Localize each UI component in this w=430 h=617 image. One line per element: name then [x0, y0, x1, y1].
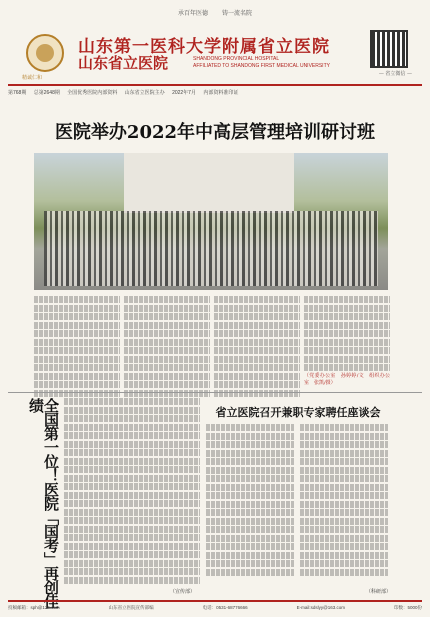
- hospital-logo-icon: [26, 34, 64, 72]
- sub-headline: 省立医院召开兼职专家聘任座谈会: [215, 406, 381, 419]
- motto-left: 承百年医德: [178, 10, 209, 17]
- masthead-title-full: 山东第一医科大学附属省立医院: [78, 37, 330, 57]
- motto-right: 铸一流名院: [221, 10, 252, 17]
- article-column-2: [124, 296, 210, 398]
- qr-caption: — 省立微信 —: [378, 71, 412, 77]
- footer-item: E-mail:sdslyy@163.com: [296, 605, 345, 610]
- photo-building: [124, 153, 294, 213]
- group-photo: [34, 153, 388, 290]
- photo-crowd: [44, 211, 378, 286]
- sub-article-column-2: [300, 424, 388, 577]
- issue-info-item: 内部资料准印证: [203, 90, 239, 96]
- article-credit: （党委办公室 孙婷婷/文 组织办公室 张凯/摄）: [304, 372, 390, 386]
- section-divider: [8, 392, 422, 393]
- title-en-line-1: SHANDONG PROVINCIAL HOSPITAL: [193, 56, 280, 62]
- lead-headline: 医院举办2022年中高层管理培训研讨班: [54, 122, 376, 143]
- page-footer: [8, 600, 422, 611]
- footer-item: 印数：5000份: [393, 605, 422, 610]
- issue-info-bar: [8, 84, 422, 96]
- logo-motto: 精诚仁和: [22, 75, 43, 81]
- masthead: [8, 20, 422, 80]
- footer-item: 山东省立医院宣传部编: [108, 605, 154, 610]
- issue-info-item: 第768期: [8, 90, 27, 96]
- side-article-column: [64, 398, 200, 585]
- footer-item: 电话：0531-68776666: [202, 605, 248, 610]
- footer-item: 投稿邮箱：sph@126.com: [8, 605, 60, 610]
- side-credit: （宣传部）: [170, 589, 196, 595]
- sub-article-column-1: [206, 424, 294, 577]
- article-column-1: [34, 296, 120, 398]
- issue-info-item: 全国优秀医院内部资料: [67, 90, 118, 96]
- wechat-qr-code-icon[interactable]: [370, 30, 408, 68]
- sub-credit: （科研部）: [366, 589, 392, 595]
- masthead-title-short: 山东省立医院: [78, 54, 169, 72]
- issue-info-item: 山东省立医院主办: [124, 90, 165, 96]
- article-column-3: [214, 296, 300, 398]
- masthead-title-english: [193, 56, 330, 70]
- issue-info-item: 总第2648期: [33, 90, 60, 96]
- side-headline: 全国第一位！医院「国考」再创佳绩: [27, 398, 60, 608]
- article-column-4: [304, 296, 390, 387]
- title-en-line-2: AFFILIATED TO SHANDONG FIRST MEDICAL UNIVERSITY: [193, 63, 330, 69]
- top-motto-bar: [0, 8, 430, 17]
- issue-info-item: 2022年7月: [172, 90, 196, 96]
